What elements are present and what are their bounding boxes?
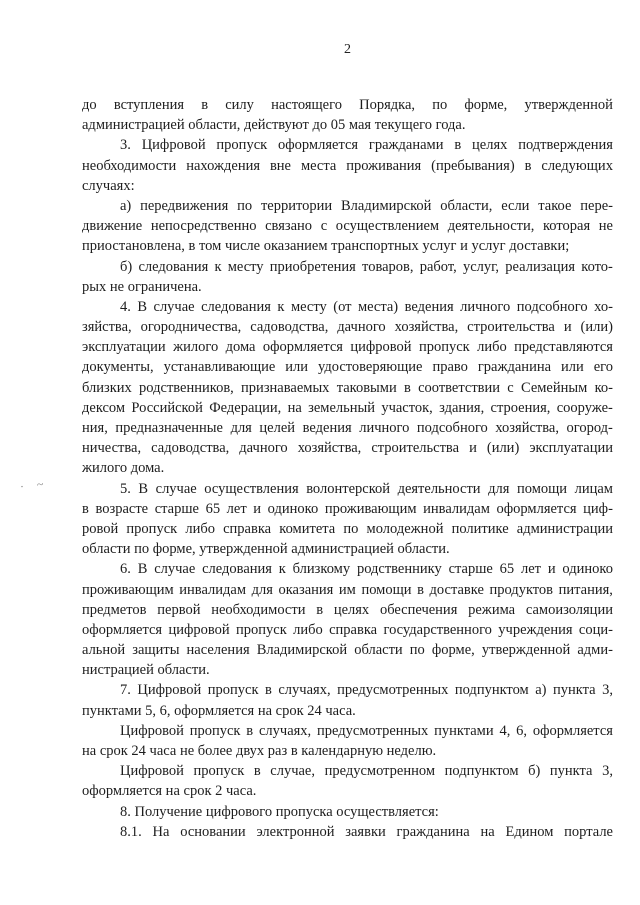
text-line: необходимости нахождения вне места проживания (пребывания) в следующих [82,157,613,174]
text-line: 4. В случае следования к месту (от места) ведения личного подсобного хо- [120,298,613,315]
text-line: оформляется на срок 2 часа. [82,783,257,800]
text-line: ния, предназначенные для целей ведения личного подсобного хозяйства, огород- [82,420,613,436]
text-line: б) следования к месту приобретения товаров, работ, услуг, реализация кото- [120,258,613,275]
handwritten-margin-mark: · ~ [19,476,50,494]
text-line: движение непосредственно связано с осуществлением деятельности, которая не [82,218,613,235]
text-line: документы, устанавливающие или удостоверяющие право гражданина или его [82,359,613,376]
text-line: дексом Российской Федерации, на земельный участок, здания, строения, сооруже- [82,399,613,416]
text-line: в возрасте старше 65 лет и одиноко проживающим инвалидам оформляется циф- [82,500,613,517]
text-line: администрацией области, действуют до 05 мая текущего года. [82,117,466,134]
text-line: области по форме, утвержденной администрацией области. [82,541,450,558]
text-line: приостановлена, в том числе оказанием транспортных услуг и услуг доставки; [82,238,570,255]
page-number: 2 [344,42,351,57]
text-line: 5. В случае осуществления волонтерской деятельности для помощи лицам [120,480,613,497]
text-line: 6. В случае следования к близкому родственнику старше 65 лет и одиноко [120,561,613,578]
text-line: 8.1. На основании электронной заявки гражданина на Едином портале [120,823,613,840]
text-line: жилого дома. [82,460,165,477]
text-block [82,95,613,842]
text-line: зяйства, огородничества, садоводства, дачного хозяйства, строительства и (или) [82,319,613,336]
text-line: ровой пропуск либо справка комитета по молодежной политике администрации [82,520,613,537]
text-line: предметов первой необходимости в целях обеспечения режима самоизоляции [82,601,613,618]
text-line: на срок 24 часа не более двух раз в календарную неделю. [82,743,437,759]
text-line: пунктами 5, 6, оформляется на срок 24 часа. [82,702,356,719]
text-line: 3. Цифровой пропуск оформляется гражданами в целях подтверждения [120,137,613,154]
text-line: альной защиты населения Владимирской области по форме, утвержденной адми- [82,642,613,659]
text-line: эксплуатации жилого дома оформляется цифровой пропуск либо представляются [82,339,613,356]
text-line: рых не ограничена. [82,278,202,295]
text-line: до вступления в силу настоящего Порядка, по форме, утвержденной [82,97,613,113]
text-line: 7. Цифровой пропуск в случаях, предусмотренных подпунктом а) пункта 3, [120,682,613,699]
text-line: случаях: [82,177,135,194]
text-line: 8. Получение цифрового пропуска осуществляется: [120,803,439,820]
text-line: оформляется цифровой пропуск либо справка государственного учреждения соци- [82,621,613,638]
text-line: нистрацией области. [82,662,210,679]
text-line: а) передвижения по территории Владимирской области, если такое пере- [120,197,613,214]
text-line: Цифровой пропуск в случаях, предусмотренных пунктами 4, 6, оформляется [120,722,613,739]
text-line: ничества, садоводства, дачного хозяйства, строительства и (или) эксплуатации [82,440,613,457]
text-line: проживающим инвалидам для оказания им помощи в доставке продуктов питания, [82,581,613,598]
text-line: Цифровой пропуск в случае, предусмотренном подпунктом б) пункта 3, [120,763,613,780]
text-line: близких родственников, признаваемых таковыми в соответствии с Семейным ко- [82,379,613,396]
